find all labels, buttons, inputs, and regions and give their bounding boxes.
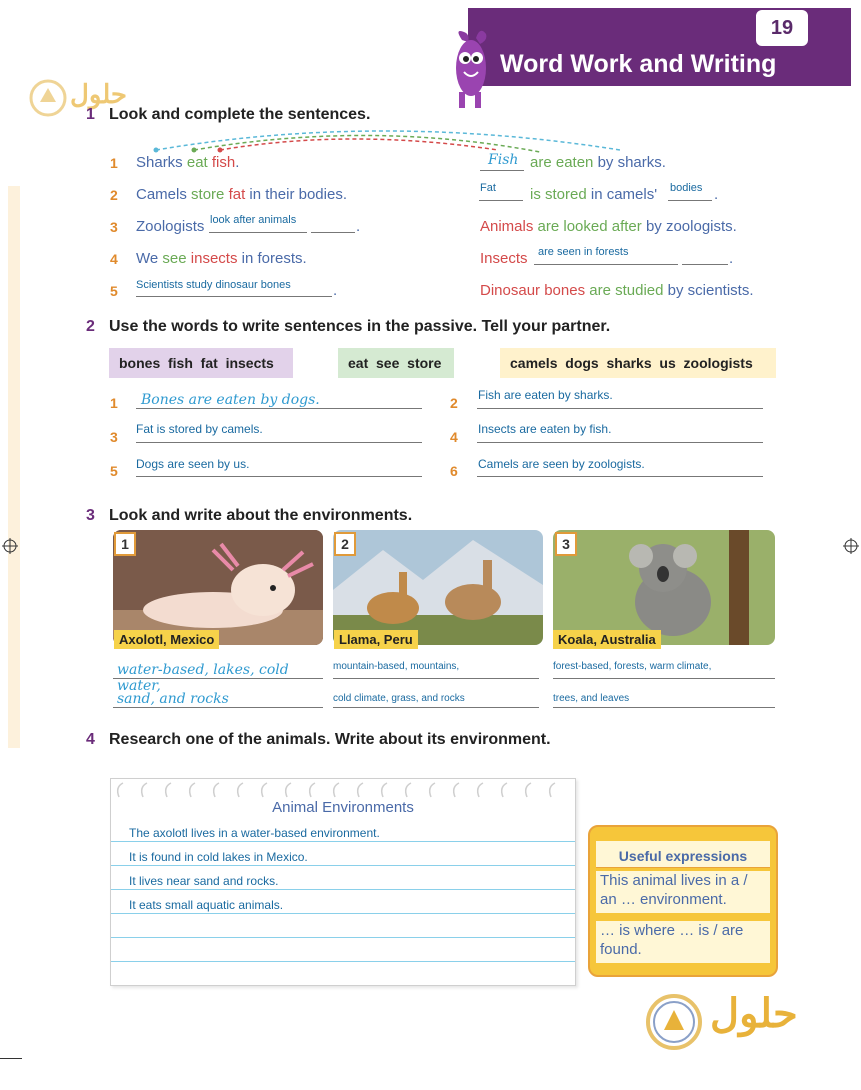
crop-mark <box>0 1058 22 1059</box>
photo-label-koala: Koala, Australia <box>553 630 661 649</box>
notebook-line-3[interactable]: It lives near sand and rocks. <box>129 874 279 888</box>
axolotl-image <box>113 530 323 645</box>
ex1-passive-1: are eaten by sharks. <box>530 154 666 171</box>
useful-expression-1: This animal lives in a / an … environment. <box>596 871 770 913</box>
answer-line-3[interactable]: Fat is stored by camels. <box>136 422 422 443</box>
logo-badge-icon <box>28 78 68 118</box>
notebook-line-1[interactable]: The axolotl lives in a water-based environment. <box>129 826 380 840</box>
photo-label-llama: Llama, Peru <box>334 630 418 649</box>
notebook-line-2[interactable]: It is found in cold lakes in Mexico. <box>129 850 308 864</box>
llama-image <box>333 530 543 645</box>
page-number: 19 <box>754 8 810 48</box>
answer-line[interactable]: Scientists study dinosaur bones <box>136 278 332 297</box>
watermark-logo: حلول <box>24 78 124 120</box>
answer-line-4[interactable]: Insects are eaten by fish. <box>477 422 763 443</box>
answer-line-6[interactable]: Camels are seen by zoologists. <box>477 456 763 477</box>
env-line-1b[interactable]: sand, and rocks <box>113 689 323 708</box>
answer-line[interactable] <box>682 246 728 265</box>
exercise-2-title: Use the words to write sentences in the passive. Tell your partner. <box>109 318 611 335</box>
exercise-1-number: 1 <box>86 106 95 123</box>
answer-line-2[interactable]: Fish are eaten by sharks. <box>477 388 763 409</box>
ex1-passive-3: Animals are looked after by zoologists. <box>480 218 737 235</box>
exercise-1-title: Look and complete the sentences. <box>109 106 371 123</box>
page-title: Word Work and Writing <box>500 50 777 78</box>
koala-image <box>553 530 775 645</box>
answer-line-1[interactable]: Bones are eaten by dogs. <box>136 390 422 409</box>
photo-koala <box>553 530 775 645</box>
bottom-logo: حلول <box>644 988 824 1054</box>
useful-title: Useful expressions <box>618 848 748 864</box>
mascot-icon <box>444 28 494 112</box>
answer-line[interactable]: bodies <box>668 182 712 201</box>
answer-line[interactable] <box>311 214 355 233</box>
answer-line[interactable]: are seen in forests <box>534 246 678 265</box>
photo-llama <box>333 530 543 645</box>
env-line-3b[interactable]: trees, and leaves <box>553 689 775 708</box>
photo-axolotl <box>113 530 323 645</box>
exercise-4-number: 4 <box>86 731 95 748</box>
ex1-passive-5: Dinosaur bones are studied by scientists. <box>480 282 754 299</box>
ex1-sentence-4: We see insects in forests. <box>136 250 307 267</box>
env-line-3a[interactable]: forest-based, forests, warm climate, <box>553 660 775 679</box>
side-strip <box>8 186 20 748</box>
word-box-nouns: bones fish fat insects <box>109 348 293 378</box>
exercise-4-title: Research one of the animals. Write about its environment. <box>109 731 551 748</box>
word-box-agents: camels dogs sharks us zoologists <box>500 348 776 378</box>
spiral-binding-icon <box>111 779 575 801</box>
answer-line[interactable]: Fish <box>480 152 524 171</box>
exercise-2-number: 2 <box>86 318 95 335</box>
photo-label-axolotl: Axolotl, Mexico <box>114 630 219 649</box>
answer-line-5[interactable]: Dogs are seen by us. <box>136 456 422 477</box>
registration-mark-icon <box>843 538 859 554</box>
notebook-title: Animal Environments <box>272 799 414 816</box>
exercise-3-number: 3 <box>86 507 95 524</box>
useful-expression-2: … is where … is / are found. <box>596 921 770 963</box>
answer-line[interactable]: Fat <box>479 182 523 201</box>
logo-badge-icon <box>644 992 704 1052</box>
ex1-sentence-1: Sharks eat fish. <box>136 154 240 171</box>
answer-line[interactable]: look after animals <box>209 214 307 233</box>
ex1-sentence-2: Camels store fat in their bodies. <box>136 186 347 203</box>
env-line-2a[interactable]: mountain-based, mountains, <box>333 660 539 679</box>
word-box-verbs: eat see store <box>338 348 454 378</box>
env-line-2b[interactable]: cold climate, grass, and rocks <box>333 689 539 708</box>
notebook-line-4[interactable]: It eats small aquatic animals. <box>129 898 284 912</box>
notebook <box>110 778 576 986</box>
useful-expressions-box <box>588 825 778 977</box>
ex1-passive-2: is stored in camels' <box>530 186 658 203</box>
env-line-1a[interactable]: water-based, lakes, cold water, <box>113 660 323 679</box>
exercise-3-title: Look and write about the environments. <box>109 507 413 524</box>
ex1-sentence-3-subject: Zoologists <box>136 218 205 235</box>
registration-mark-icon <box>2 538 18 554</box>
